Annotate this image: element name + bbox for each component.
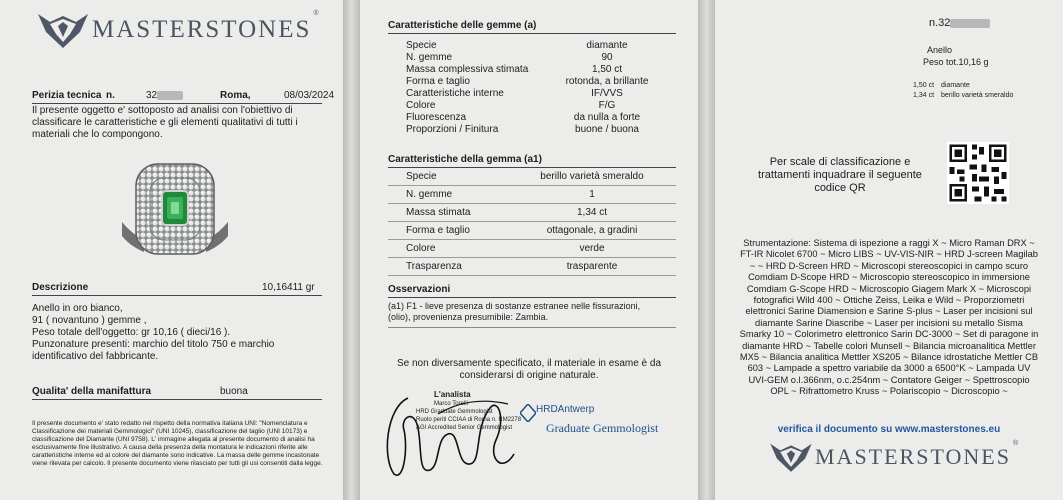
table-row: N. gemme 1 (388, 186, 676, 204)
redacted-number (157, 91, 183, 100)
disclaimer-line: considerarsi di origine naturale. (459, 370, 599, 381)
table-row: Massa complessiva stimata 1,50 ct (406, 64, 623, 75)
description-label: Descrizione (32, 282, 89, 293)
table-row: Colore F/G (406, 100, 616, 111)
observations-line: (olio), provenienza presumibile: Zambia. (388, 312, 549, 322)
ring-photo (122, 160, 228, 260)
table-row: Forma e taglio rotonda, a brillante (406, 76, 649, 87)
gem-a1-title: Caratteristiche della gemma (a1) (388, 154, 542, 165)
description-rule (32, 295, 322, 296)
qr-instruction: Per scale di classificazione e (769, 156, 911, 168)
panel-report-front (0, 0, 343, 500)
table-row: Trasparenza trasparente (388, 258, 676, 276)
analyst-credential: AGI Accredited Senior Gemmologist (416, 425, 513, 431)
qr-code-icon[interactable] (947, 142, 1009, 204)
quality-label: Qualita' della manifattura (32, 386, 152, 397)
summary-number: n.32 (929, 17, 990, 29)
instruments-list: Strumentazione: Sistema di ispezione a raggi X ~ Micro Raman DRX ~ FT-IR Nicolet 6700 ~ Micro LIBS ~ UV-VIS-NIR ~ HRD J-screen Magilab ~ ~ HRD D-Screen HRD ~ Microscopi stereoscopici in campo scuro Comdiam D-Scope HRD ~ Microscopio stereoscopico in immersione Comdiam G-Scope HRD ~ Microscopio Giagem Mark X ~ Microscopi fotografici Wild 400 ~ Ottiche Zeiss, Leika e Wild ~ Proporziometri elettronici Sarine Diamension e Sarine S-plus ~ Laser per incisioni sul diamante Sarine Diascribe ~ Laser per incisioni su metallo Sisma Smarky 10 ~ Colorimetro elettronico Sarin DC-3000 ~ Set di paragone in diamante HRD ~ Tabelle colori Munsell ~ Bilancia microanalitica Mettler MX5 ~ Bilancia analitica Mettler XS205 ~ Bilance idrostatiche Mettler CB 603 ~ Lampade a spettro variabile da 3000 a 6500°K ~ Lampada UV UVI-GEM o.l.366nm, o.c.254nm ~ Contatore Geiger ~ Spettroscopio OPL ~ Rifrattometro Kruss ~ Polariscopio ~ Dicroscopio ~ (739, 238, 1039, 397)
report-label: Perizia tecnica (32, 90, 102, 101)
registered-mark: ® (1012, 440, 1019, 447)
analyst-credential: Ruolo periti CCIAA di Roma n. RM2278 (416, 417, 522, 423)
fold-right (698, 0, 715, 500)
table-row: Fluorescenza da nulla a forte (406, 112, 641, 123)
gem-a1-table (388, 168, 676, 276)
masterstones-emblem-icon (34, 10, 92, 50)
report-place: Roma, (220, 90, 251, 101)
table-row: Caratteristiche interne IF/VVS (406, 88, 623, 99)
analyst-name: Marco Torelli (434, 401, 468, 407)
hrd-name: HRDAntwerp (536, 404, 595, 415)
observations-line: (a1) F1 - lieve presenza di sostanze estranee nelle fissurazioni, (388, 301, 641, 311)
brand-wordmark: MASTERSTONES (92, 16, 312, 43)
report-number: 32 (146, 90, 183, 102)
quality-value: buona (220, 386, 248, 397)
fold-left (343, 0, 360, 500)
summary-gem-name: berillo varietà smeraldo (941, 92, 1014, 99)
description-weight: 10,16411 gr (262, 282, 315, 293)
observations-rule (388, 297, 676, 298)
summary-gem-name: diamante (941, 82, 970, 89)
summary-gem-ct: 1,34 ct (913, 92, 935, 99)
masterstones-emblem-icon (767, 440, 815, 474)
brand-wordmark: MASTERSTONES (815, 444, 1011, 469)
table-row: Colore verde (388, 240, 676, 258)
summary-weight: Peso tot.10,16 g (923, 57, 989, 67)
observations-bottom-rule (388, 327, 676, 328)
description-line: Punzonature presenti: marchio del titolo 750 e marchio (32, 339, 275, 350)
table-row: Specie berillo varietà smeraldo (388, 168, 676, 186)
observations-title: Osservazioni (388, 284, 451, 295)
registered-mark: ® (313, 10, 319, 17)
hrd-diamond-icon (520, 404, 536, 422)
verify-link[interactable]: verifica il documento su www.masterstones.eu (777, 424, 1001, 435)
quality-rule (32, 399, 322, 400)
table-row: Specie diamante (406, 40, 628, 51)
table-row: Proporzioni / Finitura buone / buona (406, 124, 639, 135)
panel-gem-characteristics (360, 0, 698, 500)
description-line: Anello in oro bianco, (32, 303, 123, 314)
qr-instruction: codice QR (814, 182, 866, 194)
intro-text: Il presente oggetto e' sottoposto ad analisi con l'obiettivo di classificare le caratteristiche e gli elementi qualitativi di tutti i materiali che lo compongono. (32, 105, 298, 140)
report-date: 08/03/2024 (284, 90, 335, 101)
qr-instruction: trattamenti inquadrare il seguente (758, 169, 922, 181)
table-row: Massa stimata 1,34 ct (388, 204, 676, 222)
summary-item: Anello (927, 45, 953, 55)
header-rule (32, 103, 322, 104)
masterstones-logo (767, 440, 1018, 474)
analyst-credential: HRD Graduate Gemmologist (416, 409, 493, 415)
table-row: Forma e taglio ottagonale, a gradini (388, 222, 676, 240)
report-n-label: n. (106, 90, 115, 101)
description-line: identificativo del fabbricante. (32, 351, 159, 362)
panel-summary (715, 0, 1063, 500)
summary-gem-ct: 1,50 ct (913, 82, 935, 89)
description-line: Peso totale dell'oggetto: gr 10,16 ( dieci/16 ). (32, 327, 231, 338)
redacted-number (950, 19, 990, 28)
table-row: N. gemme 90 (406, 52, 613, 63)
gems-a-title: Caratteristiche delle gemme (a) (388, 20, 537, 31)
gems-a-rule (388, 33, 676, 34)
analyst-title: L'analista (434, 390, 471, 399)
hrd-title: Graduate Gemmologist (546, 421, 659, 435)
legal-notice: Il presente documento e' stato redatto nel rispetto della normativa italiana UNI: "Nomenclatura e Classificazione dei materiali Gemmologici" (UNI 10245), classificazione del taglio (UNI 10173) e classificazione del Diamante (UNI 9758). L' immagine allegata al presente documento di analisi ha esclusivamente fine illustrativo. A causa della presenza della montatura le indicazioni riferite alle caratteristiche interne ed al colore del diamante sono indicative. La massa delle gemme incastonate viene rilevata per calcolo. Il presente documento viene rilasciato per tutti gli usi consentiti dalla legge. (32, 420, 323, 467)
gems-a-table (406, 40, 668, 136)
masterstones-logo (34, 10, 319, 50)
description-line: 91 ( novantuno ) gemme , (32, 315, 147, 326)
disclaimer-line: Se non diversamente specificato, il materiale in esame è da (396, 358, 662, 369)
